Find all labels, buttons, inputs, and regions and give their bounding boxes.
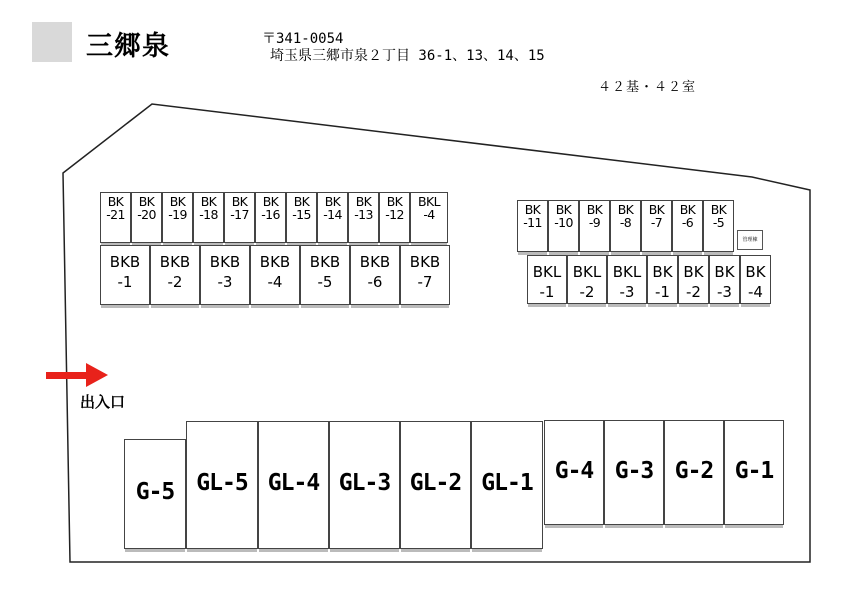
unit-g-5[interactable] [124, 439, 186, 549]
unit-bkl-4[interactable] [410, 192, 448, 243]
postal-code: 〒341-0054 [262, 31, 344, 47]
unit-bk-12[interactable] [379, 192, 410, 243]
unit-bk-1[interactable] [647, 255, 678, 304]
unit-bkb-6[interactable] [350, 245, 400, 305]
unit-label: G-3 [614, 457, 654, 484]
entrance-arrow-icon [46, 363, 108, 387]
unit-label: BKB -2 [159, 253, 191, 291]
unit-label: BK -9 [586, 202, 603, 230]
unit-bk-3[interactable] [709, 255, 740, 304]
unit-g-1[interactable] [724, 420, 784, 525]
unit-label: BKB -4 [259, 253, 291, 291]
unit-g-4[interactable] [544, 420, 604, 525]
unit-bk-16[interactable] [255, 192, 286, 243]
unit-label: BK -12 [385, 194, 404, 222]
unit-gl-4[interactable] [258, 421, 329, 549]
unit-label: G-2 [674, 457, 714, 484]
unit-bkb-1[interactable] [100, 245, 150, 305]
unit-label: BK -1 [652, 263, 673, 301]
unit-bkl-3[interactable] [607, 255, 647, 304]
unit-gl-5[interactable] [186, 421, 258, 549]
unit-label: BKB -5 [309, 253, 341, 291]
unit-label: BKB -1 [109, 253, 141, 291]
unit-bk-11[interactable] [517, 200, 548, 252]
unit-g-3[interactable] [604, 420, 664, 525]
unit-label: GL-1 [481, 470, 533, 496]
site-name: 三郷泉 [86, 31, 170, 62]
entrance-label: 出入口 [80, 393, 126, 411]
unit-label: BK -2 [683, 263, 704, 301]
unit-label: G-5 [135, 479, 175, 505]
unit-label: BKB -3 [209, 253, 241, 291]
unit-bkb-4[interactable] [250, 245, 300, 305]
unit-label: BK -3 [714, 263, 735, 301]
unit-bk-6[interactable] [672, 200, 703, 252]
unit-bkl-2[interactable] [567, 255, 607, 304]
office-building[interactable]: 管理棟 [737, 230, 763, 250]
unit-label: G-4 [554, 457, 594, 484]
unit-label: BK -13 [354, 194, 373, 222]
unit-bkb-2[interactable] [150, 245, 200, 305]
unit-bkb-7[interactable] [400, 245, 450, 305]
unit-label: BK -20 [137, 194, 156, 222]
unit-bk-7[interactable] [641, 200, 672, 252]
unit-bkl-1[interactable] [527, 255, 567, 304]
unit-label: BKB -7 [409, 253, 441, 291]
unit-bk-5[interactable] [703, 200, 734, 252]
unit-label: BK -4 [745, 263, 766, 301]
unit-bk-9[interactable] [579, 200, 610, 252]
unit-bk-13[interactable] [348, 192, 379, 243]
capacity: ４２基・４２室 [598, 80, 697, 95]
unit-bk-8[interactable] [610, 200, 641, 252]
address: 埼玉県三郷市泉２丁目 36-1、13、14、15 [270, 48, 545, 64]
unit-label: BK -16 [261, 194, 280, 222]
unit-label: GL-5 [196, 470, 248, 496]
unit-label: GL-2 [409, 470, 462, 496]
unit-label: GL-4 [267, 470, 320, 496]
unit-label: BK -14 [323, 194, 342, 222]
unit-bk-14[interactable] [317, 192, 348, 243]
unit-label: BK -7 [648, 202, 665, 230]
unit-bkb-3[interactable] [200, 245, 250, 305]
unit-label: BK -6 [679, 202, 696, 230]
unit-label: BK -18 [199, 194, 218, 222]
unit-bk-20[interactable] [131, 192, 162, 243]
unit-label: BKL -4 [418, 194, 440, 222]
unit-bk-2[interactable] [678, 255, 709, 304]
unit-label: BK -19 [168, 194, 187, 222]
unit-label: BKL -1 [532, 263, 562, 301]
unit-bk-21[interactable] [100, 192, 131, 243]
unit-gl-2[interactable] [400, 421, 471, 549]
unit-label: BK -15 [292, 194, 311, 222]
unit-g-2[interactable] [664, 420, 724, 525]
unit-bk-18[interactable] [193, 192, 224, 243]
unit-bk-4[interactable] [740, 255, 771, 304]
unit-bk-17[interactable] [224, 192, 255, 243]
unit-label: BK -5 [710, 202, 727, 230]
unit-label: GL-3 [338, 470, 391, 496]
unit-label: BKB -6 [359, 253, 391, 291]
unit-label: BK -10 [554, 202, 573, 230]
unit-gl-3[interactable] [329, 421, 400, 549]
unit-label: G-1 [734, 457, 774, 484]
unit-bk-15[interactable] [286, 192, 317, 243]
unit-label: BK -8 [617, 202, 634, 230]
unit-bk-19[interactable] [162, 192, 193, 243]
unit-label: BK -17 [230, 194, 249, 222]
unit-bk-10[interactable] [548, 200, 579, 252]
unit-label: BKL -2 [572, 263, 602, 301]
unit-label: BK -11 [523, 202, 542, 230]
unit-label: BK -21 [106, 194, 125, 222]
unit-gl-1[interactable] [471, 421, 543, 549]
unit-label: BKL -3 [612, 263, 642, 301]
unit-bkb-5[interactable] [300, 245, 350, 305]
